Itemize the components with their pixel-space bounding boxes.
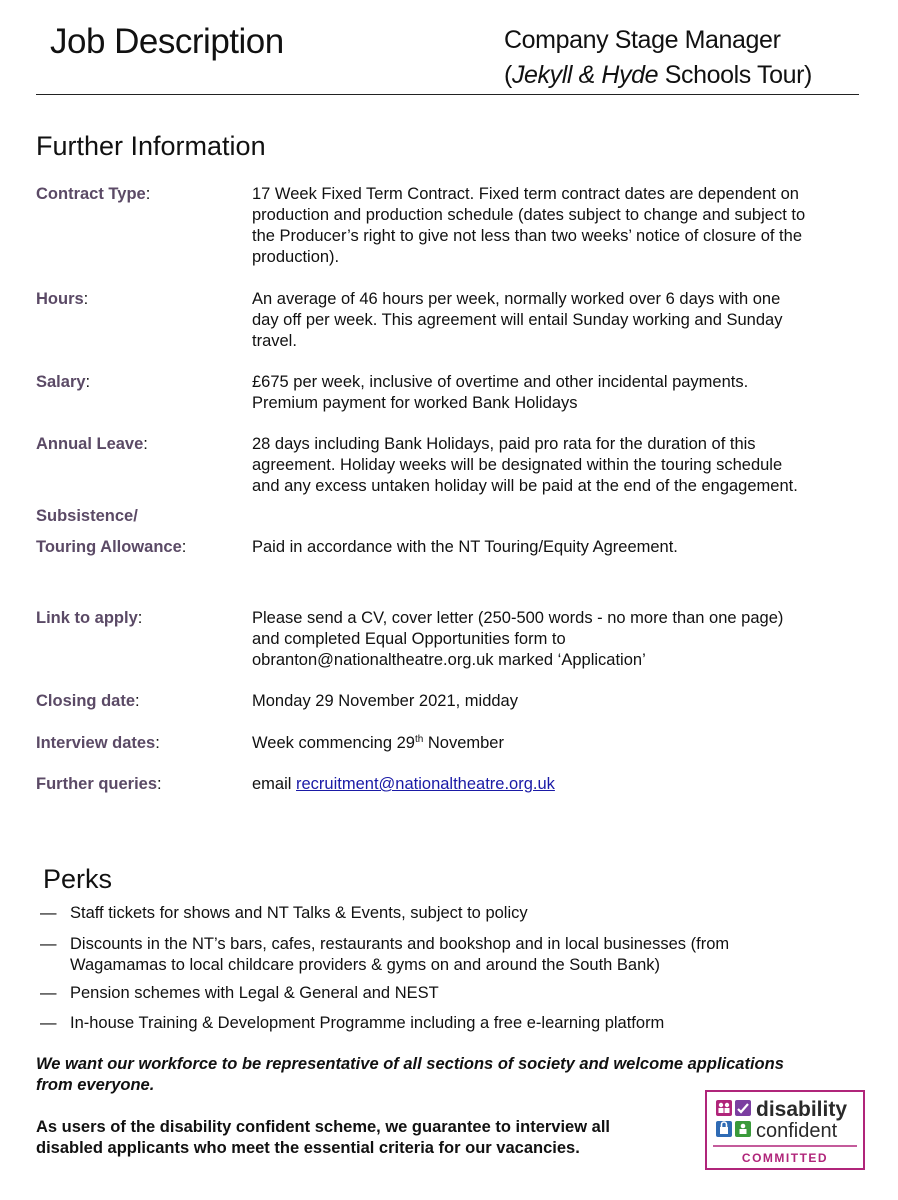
inclusion-statement: We want our workforce to be representative of all sections of society and welcome applications from everyone.: [36, 1055, 784, 1094]
row-value-interview-dates: Week commencing 29th November: [252, 734, 504, 752]
row-label-contract-type: Contract Type:: [36, 185, 151, 203]
row-value-hours: An average of 46 hours per week, normally worked over 6 days with one day off per week. This agreement will entail Sunday working and Sunday travel.: [252, 290, 783, 350]
row-value-further-queries: email recruitment@nationaltheatre.org.uk: [252, 775, 555, 793]
recruitment-email-link[interactable]: recruitment@nationaltheatre.org.uk: [296, 775, 555, 793]
row-value-salary: £675 per week, inclusive of overtime and other incidental payments. Premium payment for worked Bank Holidays: [252, 373, 749, 412]
row-value-annual-leave: 28 days including Bank Holidays, paid pro rata for the duration of this agreement. Holiday weeks will be designated within the touring schedule and any excess untaken holiday will be paid at the end of the engagement.: [252, 435, 798, 495]
perks-title: Perks: [43, 864, 113, 894]
row-label-salary: Salary:: [36, 373, 91, 391]
disability-confident-logo: [707, 1092, 863, 1168]
row-value-closing-date: Monday 29 November 2021, midday: [252, 692, 518, 710]
dash-bullet: —: [40, 984, 57, 1002]
role-subtitle: [504, 59, 812, 91]
dash-bullet: —: [40, 1014, 57, 1032]
role-title: Company Stage Manager: [504, 26, 781, 54]
dash-bullet: —: [40, 935, 57, 953]
row-label-hours: Hours:: [36, 290, 89, 308]
row-label-interview-dates: Interview dates:: [36, 734, 160, 752]
role-subtitle-open: (: [504, 61, 512, 89]
badge-word-confident: confident: [756, 1120, 838, 1142]
row-label-subsistence: Subsistence/: [36, 507, 138, 525]
row-value-contract-type: 17 Week Fixed Term Contract. Fixed term contract dates are dependent on production and production schedule (dates subject to change and subject to the Producer’s right to give not less than two weeks’ notice of closure of the production).: [252, 185, 806, 266]
row-label-touring-allowance: Touring Allowance:: [36, 538, 187, 556]
row-label-further-queries: Further queries:: [36, 775, 162, 793]
badge-word-committed: COMMITTED: [741, 1151, 829, 1165]
dash-bullet: —: [40, 904, 57, 922]
section-title: Further Information: [36, 131, 266, 161]
document-title: Job Description: [50, 22, 284, 61]
check-icon: [735, 1100, 751, 1116]
guarantee-statement: As users of the disability confident scheme, we guarantee to interview all disabled applicants who meet the essential criteria for our vacancies.: [36, 1118, 610, 1157]
badge-word-disability: disability: [756, 1098, 848, 1121]
disability-confident-badge: [705, 1090, 865, 1170]
row-value-link-to-apply: Please send a CV, cover letter (250-500 words - no more than one page) and completed Equal Opportunities form to obranton@nationaltheatre.org.uk marked ‘Application’: [252, 609, 784, 669]
row-label-link-to-apply: Link to apply:: [36, 609, 143, 627]
header-divider: [36, 94, 859, 95]
people-icon: [716, 1100, 732, 1116]
row-value-touring-allowance: Paid in accordance with the NT Touring/Equity Agreement.: [252, 538, 678, 556]
role-subtitle-show: Jekyll & Hyde: [511, 61, 659, 89]
role-subtitle-rest: Schools Tour): [658, 61, 812, 89]
row-label-closing-date: Closing date:: [36, 692, 140, 710]
row-label-annual-leave: Annual Leave:: [36, 435, 148, 453]
